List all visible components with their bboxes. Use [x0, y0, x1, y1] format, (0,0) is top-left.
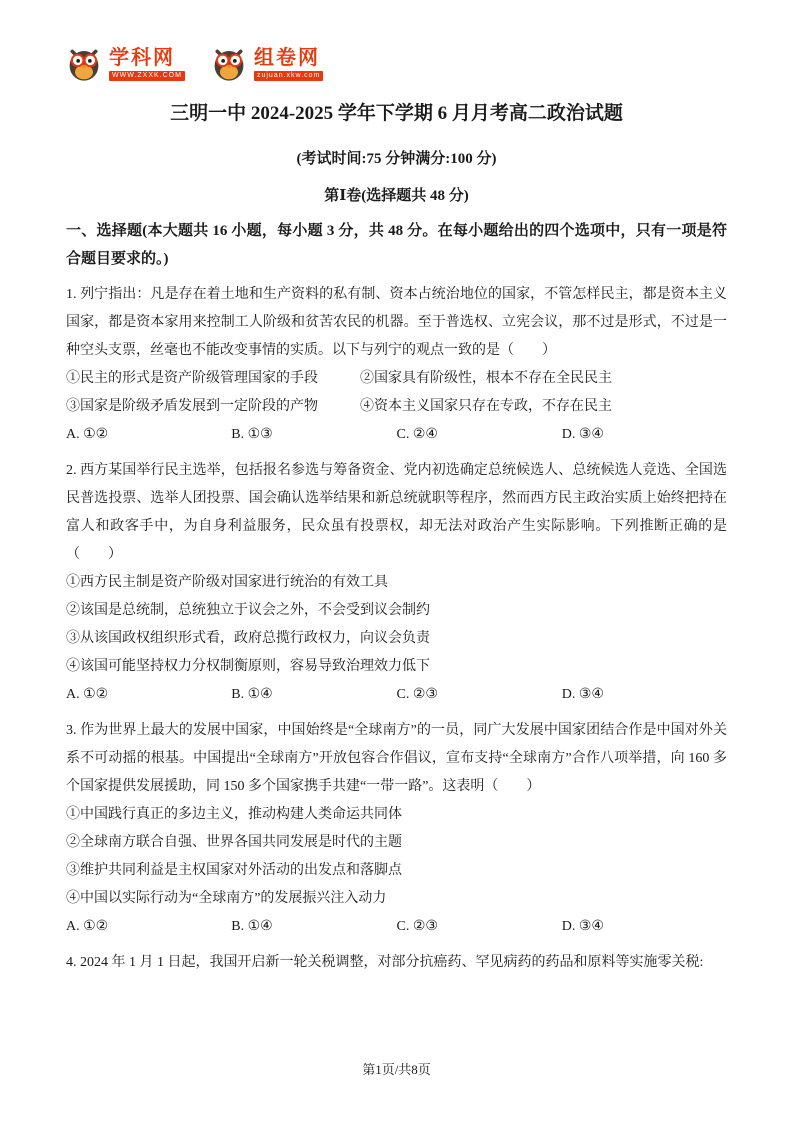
answer-choices-row	[66, 681, 727, 709]
answer-choices-row	[66, 421, 727, 449]
answer-choice-b: B. ①④	[231, 687, 273, 702]
xuekewang-logo	[66, 46, 185, 82]
question-option-line: ③维护共同利益是主权国家对外活动的出发点和落脚点	[66, 863, 402, 878]
answer-choice-a: A. ①②	[66, 687, 109, 702]
question-option-line: ②全球南方联合自强、世界各国共同发展是时代的主题	[66, 835, 402, 850]
question-option-line: ④中国以实际行动为“全球南方”的发展振兴注入动力	[66, 891, 387, 906]
answer-choice-c: C. ②④	[396, 427, 438, 442]
logo-text	[109, 48, 185, 81]
question-body: 2. 西方某国举行民主选举，包括报名参选与筹备资金、党内初选确定总统候选人、总统候选人竞选、全国选民普选投票、选举人团投票、国会确认选举结果和新总统就职等程序，然而西方民主政治实质上始终把持在富人和政客手中，为自身利益服务，民众虽有投票权，却无法对政治产生实际影响。下列推断正确的是（ ）	[66, 463, 727, 562]
logo-row	[66, 44, 727, 84]
page-title: 三明一中 2024-2025 学年下学期 6 月月考高二政治试题	[170, 103, 623, 124]
question-option-line: ③从该国政权组织形式看，政府总揽行政权力，向议会负责	[66, 631, 430, 646]
answer-choice-d: D. ③④	[561, 687, 604, 702]
section-header: 第Ⅰ卷(选择题共 48 分)	[324, 188, 469, 204]
question-option-line: ①民主的形式是资产阶级管理国家的手段 ②国家具有阶级性，根本不存在全民民主	[66, 371, 612, 386]
answer-choices-row	[66, 913, 727, 941]
page-footer: 第1页/共8页	[362, 1062, 431, 1077]
zujuanwang-logo	[211, 46, 323, 82]
zujuanwang-logo-url: zujuan.xkw.com	[254, 71, 323, 81]
xuekewang-logo-url: WWW.ZXXK.COM	[109, 71, 185, 81]
question-body: 3. 作为世界上最大的发展中国家，中国始终是“全球南方”的一员，同广大发展中国家团结合作是中国对外关系不可动摇的根基。中国提出“全球南方”开放包容合作倡议，宣布支持“全球南方”合作八项举措，向 160 多个国家提供发展援助，同 150 多个国家携手共建“一带一路”。这表明（ ）	[66, 723, 727, 794]
answer-choice-a: A. ①②	[66, 919, 109, 934]
question-1	[66, 281, 727, 449]
logo-text	[254, 48, 323, 81]
question-body: 1. 列宁指出：凡是存在着土地和生产资料的私有制、资本占统治地位的国家，不管怎样民主，都是资本主义国家，都是资本家用来控制工人阶级和贫苦农民的机器。至于普选权、立宪会议，那不过是形式，不过是一种空头支票，丝毫也不能改变事情的实质。以下与列宁的观点一致的是（ ）	[66, 287, 727, 358]
answer-choice-b: B. ①③	[231, 427, 273, 442]
question-option-line: ④该国可能坚持权力分权制衡原则，容易导致治理效力低下	[66, 659, 430, 674]
xuekewang-logo-name: 学科网	[109, 46, 175, 69]
owl-mascot-icon	[211, 46, 247, 82]
owl-mascot-icon	[66, 46, 102, 82]
answer-choice-d: D. ③④	[561, 427, 604, 442]
question-body: 4. 2024 年 1 月 1 日起，我国开启新一轮关税调整，对部分抗癌药、罕见病药的药品和原料等实施零关税:	[66, 955, 704, 970]
section-instructions: 一、选择题(本大题共 16 小题，每小题 3 分，共 48 分。在每小题给出的四个选项中，只有一项是符合题目要求的。)	[66, 223, 727, 267]
question-4	[66, 949, 727, 977]
question-option-line: ①西方民主制是资产阶级对国家进行统治的有效工具	[66, 575, 388, 590]
answer-choice-a: A. ①②	[66, 427, 109, 442]
answer-choice-b: B. ①④	[231, 919, 273, 934]
answer-choice-c: C. ②③	[396, 687, 438, 702]
question-option-line: ③国家是阶级矛盾发展到一定阶段的产物 ④资本主义国家只存在专政，不存在民主	[66, 399, 612, 414]
question-3	[66, 717, 727, 941]
answer-choice-d: D. ③④	[561, 919, 604, 934]
zujuanwang-logo-name: 组卷网	[253, 46, 320, 69]
question-option-line: ①中国践行真正的多边主义，推动构建人类命运共同体	[66, 807, 402, 822]
question-2	[66, 457, 727, 709]
exam-info: (考试时间:75 分钟满分:100 分)	[296, 151, 497, 167]
answer-choice-c: C. ②③	[396, 919, 438, 934]
question-option-line: ②该国是总统制，总统独立于议会之外，不会受到议会制约	[66, 603, 430, 618]
